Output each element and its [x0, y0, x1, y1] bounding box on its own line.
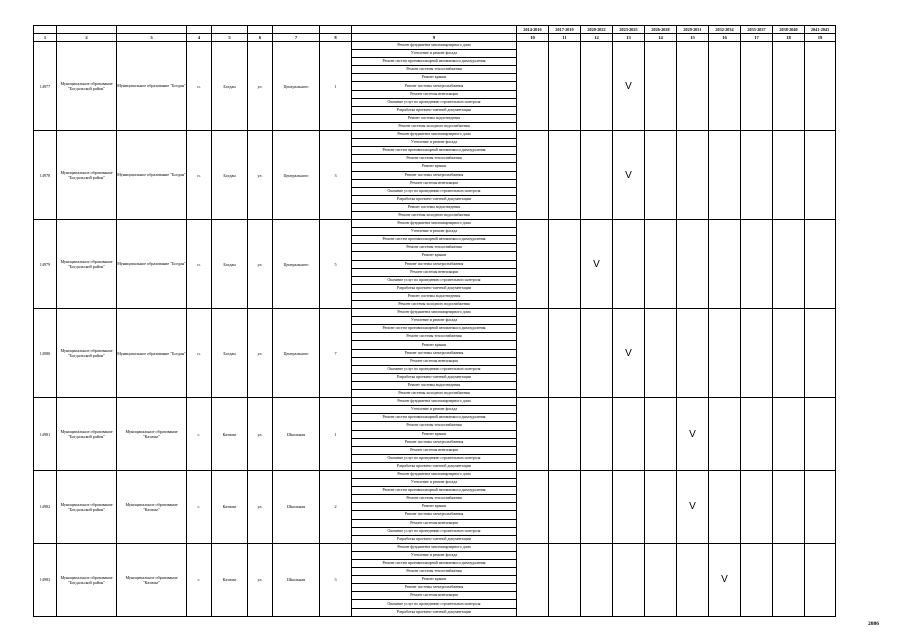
- settlement-name: Казачье: [212, 543, 248, 616]
- period-cell: [517, 398, 549, 471]
- work-item: Ремонт системы теплоснабжения: [352, 568, 517, 576]
- work-item: Разработка проектно-сметной документации: [352, 535, 517, 543]
- period-cell: [709, 309, 741, 398]
- record-id: 14981: [34, 398, 57, 471]
- header-blank-cell: [248, 26, 273, 34]
- period-header-3: 2023-2025: [613, 26, 645, 34]
- record-id: 14980: [34, 309, 57, 398]
- work-item: Ремонт фундамента многоквартирного дома: [352, 220, 517, 228]
- period-cell: [517, 309, 549, 398]
- period-cell: [805, 131, 836, 220]
- work-item: Ремонт системы водоотведения: [352, 292, 517, 300]
- table-body: [34, 26, 836, 617]
- period-cell: [517, 42, 549, 131]
- work-item: Ремонт фундамента многоквартирного дома: [352, 470, 517, 478]
- period-cell: [741, 42, 773, 131]
- work-item: Ремонт фундамента многоквартирного дома: [352, 398, 517, 406]
- record-id: 14977: [34, 42, 57, 131]
- period-cell: [645, 309, 677, 398]
- work-item: Ремонт крыши: [352, 430, 517, 438]
- settlement-name: Богдан: [212, 220, 248, 309]
- period-mark: V: [677, 398, 709, 471]
- work-item: Утепление и ремонт фасада: [352, 406, 517, 414]
- table-row: [34, 543, 836, 551]
- house-number: 2: [320, 470, 352, 543]
- district-name: Муниципальное образование "Богдальской район": [57, 42, 117, 131]
- period-cell: [645, 470, 677, 543]
- column-number-7: 8: [320, 34, 352, 42]
- street-type: ул.: [248, 470, 273, 543]
- header-blank-cell: [320, 26, 352, 34]
- work-item: Утепление и ремонт фасада: [352, 479, 517, 487]
- work-item: Ремонт крыши: [352, 576, 517, 584]
- street-type: ул.: [248, 220, 273, 309]
- work-item: Ремонт системы вентиляции: [352, 357, 517, 365]
- period-mark: V: [613, 131, 645, 220]
- work-item: Разработка проектно-сметной документации: [352, 106, 517, 114]
- period-cell: [741, 470, 773, 543]
- period-cell: [549, 42, 581, 131]
- street-name: Школьная: [273, 398, 320, 471]
- period-cell: [709, 42, 741, 131]
- house-number: 3: [320, 543, 352, 616]
- record-id: 14983: [34, 543, 57, 616]
- period-cell: [517, 470, 549, 543]
- house-number: 5: [320, 220, 352, 309]
- work-item: Ремонт системы электроснабжения: [352, 171, 517, 179]
- work-item: Ремонт системы вентиляции: [352, 592, 517, 600]
- street-type: ул.: [248, 543, 273, 616]
- work-item: Ремонт системы вентиляции: [352, 446, 517, 454]
- district-name: Муниципальное образование "Богдальской район": [57, 543, 117, 616]
- period-cell: [645, 398, 677, 471]
- district-name: Муниципальное образование "Богдальской район": [57, 131, 117, 220]
- district-name: Муниципальное образование "Богдальской район": [57, 470, 117, 543]
- work-item: Ремонт системы вентиляции: [352, 268, 517, 276]
- settlement-name: Казачье: [212, 398, 248, 471]
- period-header-8: 2038-2040: [773, 26, 805, 34]
- settlement-type: с.: [187, 470, 212, 543]
- column-number-14: 15: [677, 34, 709, 42]
- period-cell: [581, 543, 613, 616]
- municipality-name: Муниципальное образование "Казачье": [117, 470, 187, 543]
- period-cell: [677, 131, 709, 220]
- period-cell: [805, 470, 836, 543]
- header-blank-cell: [352, 26, 517, 34]
- period-cell: [677, 309, 709, 398]
- column-number-10: 11: [549, 34, 581, 42]
- work-item: Ремонт крыши: [352, 74, 517, 82]
- column-number-13: 14: [645, 34, 677, 42]
- work-item: Ремонт системы холодного водоснабжения: [352, 211, 517, 219]
- work-item: Утепление и ремонт фасада: [352, 228, 517, 236]
- settlement-type: п.: [187, 42, 212, 131]
- period-cell: [549, 131, 581, 220]
- street-name: Центрального: [273, 309, 320, 398]
- settlement-name: Казачье: [212, 470, 248, 543]
- house-number: 1: [320, 42, 352, 131]
- municipality-name: Муниципальное образование "Богдан": [117, 42, 187, 131]
- period-cell: [805, 220, 836, 309]
- work-item: Ремонт крыши: [352, 163, 517, 171]
- column-number-2: 3: [117, 34, 187, 42]
- street-name: Школьная: [273, 470, 320, 543]
- work-item: Ремонт систем противопожарной автоматики и дымоудаления: [352, 414, 517, 422]
- column-number-16: 17: [741, 34, 773, 42]
- period-cell: [677, 42, 709, 131]
- work-item: Ремонт системы вентиляции: [352, 90, 517, 98]
- column-number-row: [34, 34, 836, 42]
- district-name: Муниципальное образование "Богдальской район": [57, 309, 117, 398]
- period-header-6: 2032-2034: [709, 26, 741, 34]
- column-number-18: 19: [805, 34, 836, 42]
- period-cell: [613, 543, 645, 616]
- period-cell: [773, 543, 805, 616]
- street-type: ул.: [248, 309, 273, 398]
- header-blank-cell: [273, 26, 320, 34]
- period-cell: [741, 309, 773, 398]
- period-cell: [581, 42, 613, 131]
- settlement-name: Богдан: [212, 309, 248, 398]
- work-item: Ремонт систем противопожарной автоматики и дымоудаления: [352, 236, 517, 244]
- street-type: ул.: [248, 131, 273, 220]
- settlement-type: с.: [187, 543, 212, 616]
- period-cell: [741, 398, 773, 471]
- work-item: Ремонт крыши: [352, 252, 517, 260]
- period-cell: [805, 309, 836, 398]
- work-item: Ремонт системы вентиляции: [352, 519, 517, 527]
- work-item: Ремонт системы теплоснабжения: [352, 333, 517, 341]
- work-item: Ремонт системы электроснабжения: [352, 260, 517, 268]
- period-cell: [773, 398, 805, 471]
- period-cell: [741, 131, 773, 220]
- period-mark: V: [613, 309, 645, 398]
- period-cell: [773, 131, 805, 220]
- table-row: [34, 220, 836, 228]
- period-cell: [613, 398, 645, 471]
- period-cell: [709, 220, 741, 309]
- work-item: Ремонт системы электроснабжения: [352, 349, 517, 357]
- work-item: Разработка проектно-сметной документации: [352, 373, 517, 381]
- period-cell: [549, 398, 581, 471]
- table-row: [34, 309, 836, 317]
- period-cell: [613, 220, 645, 309]
- column-number-17: 18: [773, 34, 805, 42]
- work-item: Оказание услуг по проведению строительного контроля: [352, 600, 517, 608]
- period-header-0: 2014-2016: [517, 26, 549, 34]
- work-item: Ремонт системы водоотведения: [352, 381, 517, 389]
- work-item: Ремонт фундамента многоквартирного дома: [352, 309, 517, 317]
- house-number: 3: [320, 131, 352, 220]
- work-item: Утепление и ремонт фасада: [352, 50, 517, 58]
- work-item: Ремонт системы теплоснабжения: [352, 422, 517, 430]
- period-cell: [549, 220, 581, 309]
- column-number-11: 12: [581, 34, 613, 42]
- work-item: Ремонт систем противопожарной автоматики и дымоудаления: [352, 325, 517, 333]
- work-item: Ремонт системы электроснабжения: [352, 82, 517, 90]
- period-cell: [677, 543, 709, 616]
- program-table-sheet: [33, 25, 834, 614]
- house-number: 1: [320, 398, 352, 471]
- column-number-6: 7: [273, 34, 320, 42]
- period-header-7: 2035-2037: [741, 26, 773, 34]
- work-item: Ремонт системы холодного водоснабжения: [352, 301, 517, 309]
- period-header-row: [34, 26, 836, 34]
- municipality-name: Муниципальное образование "Богдан": [117, 131, 187, 220]
- work-item: Ремонт систем противопожарной автоматики и дымоудаления: [352, 58, 517, 66]
- table-row: [34, 398, 836, 406]
- period-cell: [517, 543, 549, 616]
- period-header-4: 2026-2028: [645, 26, 677, 34]
- work-item: Ремонт системы теплоснабжения: [352, 66, 517, 74]
- work-item: Утепление и ремонт фасада: [352, 317, 517, 325]
- work-item: Оказание услуг по проведению строительного контроля: [352, 98, 517, 106]
- period-header-2: 2020-2022: [581, 26, 613, 34]
- municipality-name: Муниципальное образование "Богдан": [117, 309, 187, 398]
- work-item: Ремонт системы теплоснабжения: [352, 244, 517, 252]
- work-item: Разработка проектно-сметной документации: [352, 608, 517, 616]
- period-cell: [805, 398, 836, 471]
- header-blank-cell: [187, 26, 212, 34]
- work-item: Ремонт фундамента многоквартирного дома: [352, 131, 517, 139]
- period-mark: V: [581, 220, 613, 309]
- work-item: Утепление и ремонт фасада: [352, 551, 517, 559]
- settlement-name: Богдан: [212, 42, 248, 131]
- period-cell: [549, 470, 581, 543]
- record-id: 14978: [34, 131, 57, 220]
- work-item: Ремонт крыши: [352, 341, 517, 349]
- municipality-name: Муниципальное образование "Казачье": [117, 398, 187, 471]
- work-item: Оказание услуг по проведению строительного контроля: [352, 365, 517, 373]
- period-cell: [613, 470, 645, 543]
- period-cell: [581, 309, 613, 398]
- period-cell: [581, 131, 613, 220]
- period-cell: [773, 220, 805, 309]
- settlement-type: п.: [187, 220, 212, 309]
- header-blank-cell: [117, 26, 187, 34]
- period-cell: [773, 470, 805, 543]
- period-cell: [773, 309, 805, 398]
- work-item: Ремонт системы водоотведения: [352, 203, 517, 211]
- period-mark: V: [677, 470, 709, 543]
- period-header-9: 2041-2043: [805, 26, 836, 34]
- work-item: Ремонт системы холодного водоснабжения: [352, 122, 517, 130]
- work-item: Оказание услуг по проведению строительного контроля: [352, 187, 517, 195]
- street-name: Центрального: [273, 42, 320, 131]
- work-item: Разработка проектно-сметной документации: [352, 284, 517, 292]
- house-number: 7: [320, 309, 352, 398]
- period-cell: [645, 220, 677, 309]
- work-item: Оказание услуг по проведению строительного контроля: [352, 454, 517, 462]
- settlement-name: Богдан: [212, 131, 248, 220]
- table-row: [34, 470, 836, 478]
- column-number-0: 1: [34, 34, 57, 42]
- street-name: Центрального: [273, 220, 320, 309]
- column-number-9: 10: [517, 34, 549, 42]
- work-item: Ремонт системы водоотведения: [352, 114, 517, 122]
- period-cell: [645, 131, 677, 220]
- column-number-8: 9: [352, 34, 517, 42]
- work-item: Ремонт систем противопожарной автоматики и дымоудаления: [352, 560, 517, 568]
- work-item: Оказание услуг по проведению строительного контроля: [352, 276, 517, 284]
- period-cell: [581, 398, 613, 471]
- period-cell: [741, 543, 773, 616]
- period-cell: [645, 543, 677, 616]
- period-cell: [517, 131, 549, 220]
- street-type: ул.: [248, 42, 273, 131]
- street-name: Центрального: [273, 131, 320, 220]
- work-item: Ремонт фундамента многоквартирного дома: [352, 42, 517, 50]
- column-number-3: 4: [187, 34, 212, 42]
- header-blank-cell: [34, 26, 57, 34]
- work-item: Ремонт систем противопожарной автоматики и дымоудаления: [352, 147, 517, 155]
- period-cell: [677, 220, 709, 309]
- settlement-type: п.: [187, 131, 212, 220]
- period-cell: [549, 309, 581, 398]
- period-cell: [709, 398, 741, 471]
- header-blank-cell: [212, 26, 248, 34]
- work-item: Ремонт системы холодного водоснабжения: [352, 390, 517, 398]
- period-cell: [581, 470, 613, 543]
- work-item: Ремонт систем противопожарной автоматики и дымоудаления: [352, 487, 517, 495]
- work-item: Ремонт системы теплоснабжения: [352, 155, 517, 163]
- page-number: 2086: [868, 621, 879, 627]
- period-cell: [709, 470, 741, 543]
- period-cell: [645, 42, 677, 131]
- period-cell: [709, 131, 741, 220]
- header-blank-cell: [57, 26, 117, 34]
- period-cell: [549, 543, 581, 616]
- column-number-1: 2: [57, 34, 117, 42]
- municipality-name: Муниципальное образование "Богдан": [117, 220, 187, 309]
- period-cell: [773, 42, 805, 131]
- district-name: Муниципальное образование "Богдальской район": [57, 398, 117, 471]
- work-item: Ремонт системы электроснабжения: [352, 584, 517, 592]
- column-number-15: 16: [709, 34, 741, 42]
- table-row: [34, 42, 836, 50]
- period-mark: V: [613, 42, 645, 131]
- district-name: Муниципальное образование "Богдальской район": [57, 220, 117, 309]
- capital-repair-table: [33, 25, 836, 617]
- column-number-5: 6: [248, 34, 273, 42]
- work-item: Разработка проектно-сметной документации: [352, 195, 517, 203]
- work-item: Ремонт системы теплоснабжения: [352, 495, 517, 503]
- period-mark: V: [709, 543, 741, 616]
- period-header-1: 2017-2019: [549, 26, 581, 34]
- municipality-name: Муниципальное образование "Казачье": [117, 543, 187, 616]
- column-number-4: 5: [212, 34, 248, 42]
- period-cell: [805, 543, 836, 616]
- work-item: Ремонт системы вентиляции: [352, 179, 517, 187]
- period-header-5: 2029-2031: [677, 26, 709, 34]
- record-id: 14979: [34, 220, 57, 309]
- settlement-type: п.: [187, 309, 212, 398]
- table-row: [34, 131, 836, 139]
- work-item: Ремонт системы электроснабжения: [352, 438, 517, 446]
- work-item: Ремонт системы электроснабжения: [352, 511, 517, 519]
- work-item: Утепление и ремонт фасада: [352, 139, 517, 147]
- street-name: Школьная: [273, 543, 320, 616]
- period-cell: [741, 220, 773, 309]
- settlement-type: с.: [187, 398, 212, 471]
- work-item: Ремонт фундамента многоквартирного дома: [352, 543, 517, 551]
- street-type: ул.: [248, 398, 273, 471]
- work-item: Разработка проектно-сметной документации: [352, 462, 517, 470]
- work-item: Ремонт крыши: [352, 503, 517, 511]
- period-cell: [805, 42, 836, 131]
- work-item: Оказание услуг по проведению строительного контроля: [352, 527, 517, 535]
- period-cell: [517, 220, 549, 309]
- record-id: 14982: [34, 470, 57, 543]
- column-number-12: 13: [613, 34, 645, 42]
